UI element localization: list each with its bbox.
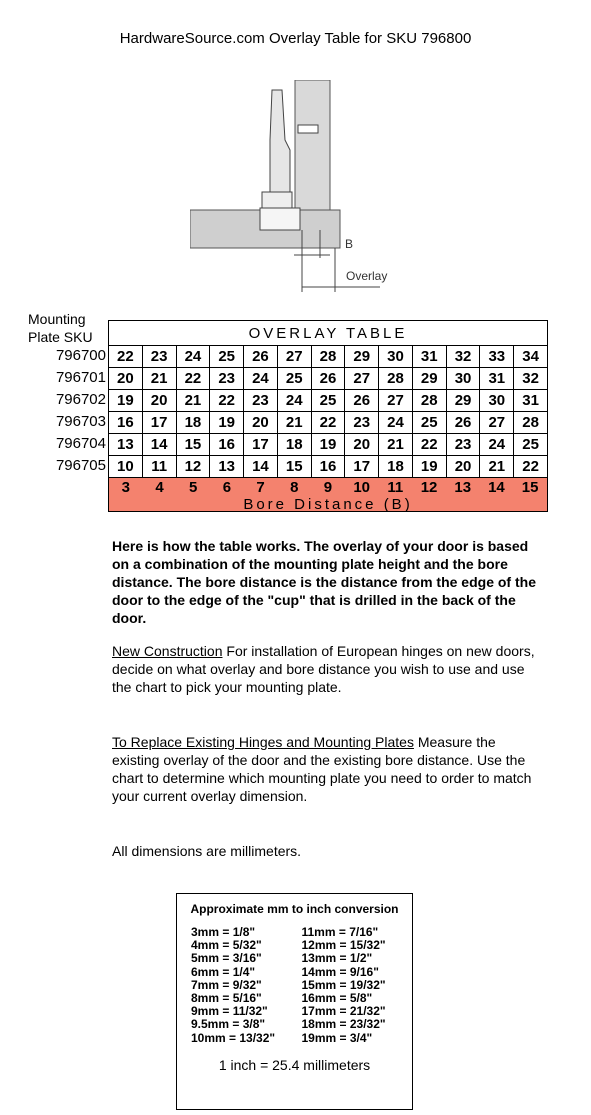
conversion-item: 12mm = 15/32" — [301, 938, 386, 953]
table-cell: 14 — [244, 456, 278, 478]
table-cell: 22 — [514, 456, 548, 478]
table-cell: 24 — [277, 390, 311, 412]
table-cell: 27 — [480, 412, 514, 434]
table-cell: 23 — [210, 368, 244, 390]
conversion-item: 19mm = 3/4" — [301, 1030, 373, 1045]
table-cell: 18 — [277, 434, 311, 456]
conversion-left-column — [191, 926, 302, 1045]
bore-value: 6 — [222, 479, 232, 496]
conversion-title: Approximate mm to inch conversion — [190, 902, 399, 916]
table-cell: 29 — [446, 390, 480, 412]
table-cell: 25 — [311, 390, 345, 412]
table-cell: 22 — [412, 434, 446, 456]
conversion-right-column — [302, 926, 413, 1045]
replace-paragraph: To Replace Existing Hinges and Mounting Plates Measure the existing overlay of the door and the existing bore distance. Use the chart to determine which mounting plate you need to order to match your current overlay dimension. — [112, 734, 532, 804]
bore-distance-row — [108, 477, 548, 512]
table-cell: 33 — [480, 346, 514, 368]
bore-value: 11 — [387, 479, 404, 496]
table-row — [109, 346, 548, 368]
bore-value: 15 — [521, 479, 539, 496]
table-cell: 21 — [480, 456, 514, 478]
conversion-item: 16mm = 5/8" — [301, 990, 373, 1005]
table-row — [109, 456, 548, 478]
bore-value: 9 — [323, 479, 333, 496]
table-cell: 16 — [109, 412, 143, 434]
table-cell: 23 — [446, 434, 480, 456]
table-cell: 31 — [514, 390, 548, 412]
table-cell: 11 — [142, 456, 176, 478]
table-cell: 24 — [244, 368, 278, 390]
conversion-item: 17mm = 21/32" — [301, 1004, 386, 1019]
table-row — [109, 390, 548, 412]
table-caption: OVERLAY TABLE — [109, 321, 548, 346]
conversion-item: 9.5mm = 3/8" — [191, 1017, 266, 1032]
table-cell: 31 — [412, 346, 446, 368]
conversion-item: 3mm = 1/8" — [191, 925, 256, 939]
dimensions-note: All dimensions are millimeters. — [112, 843, 302, 859]
table-cell: 29 — [412, 368, 446, 390]
table-cell: 15 — [277, 456, 311, 478]
table-cell: 34 — [514, 346, 548, 368]
sku-796701: 796701 — [55, 369, 106, 386]
table-cell: 15 — [176, 434, 210, 456]
bore-value: 7 — [256, 479, 265, 496]
table-cell: 30 — [446, 368, 480, 390]
conversion-item: 9mm = 11/32" — [191, 1004, 268, 1019]
table-cell: 13 — [210, 456, 244, 478]
new-construction-paragraph: New Construction For installation of European hinges on new doors, decide on what overlay and bore distance you wish to use and use the chart to pick your mounting plate. — [112, 643, 535, 695]
table-cell: 20 — [446, 456, 480, 478]
sku-796705: 796705 — [55, 457, 106, 474]
sku-796702: 796702 — [55, 391, 106, 408]
bore-value: 10 — [353, 479, 370, 496]
table-cell: 26 — [446, 412, 480, 434]
conversion-item: 15mm = 19/32" — [301, 977, 386, 992]
hinge-diagram — [190, 80, 430, 295]
table-cell: 28 — [412, 390, 446, 412]
table-cell: 21 — [379, 434, 413, 456]
table-cell: 24 — [480, 434, 514, 456]
table-cell: 19 — [210, 412, 244, 434]
table-cell: 12 — [176, 456, 210, 478]
bore-value: 3 — [121, 479, 131, 496]
table-cell: 19 — [311, 434, 345, 456]
table-cell: 22 — [311, 412, 345, 434]
table-cell: 10 — [109, 456, 143, 478]
conversion-item: 14mm = 9/16" — [301, 964, 379, 979]
bore-distance-caption: Bore Distance (B) — [243, 496, 413, 513]
table-cell: 17 — [244, 434, 278, 456]
table-cell: 28 — [311, 346, 345, 368]
table-cell: 18 — [176, 412, 210, 434]
conversion-box — [176, 893, 413, 1110]
label-overlay: Overlay — [346, 269, 388, 283]
sku-796704: 796704 — [55, 435, 106, 452]
table-cell: 21 — [176, 390, 210, 412]
table-cell: 28 — [379, 368, 413, 390]
conversion-item: 5mm = 3/16" — [191, 951, 262, 966]
table-cell: 20 — [142, 390, 176, 412]
table-cell: 19 — [412, 456, 446, 478]
table-cell: 22 — [109, 346, 143, 368]
table-row — [109, 368, 548, 390]
table-cell: 24 — [176, 346, 210, 368]
table-cell: 20 — [109, 368, 143, 390]
table-cell: 27 — [379, 390, 413, 412]
table-cell: 14 — [142, 434, 176, 456]
new-construction-heading: New Construction — [112, 643, 223, 659]
table-row — [109, 434, 548, 456]
table-cell: 17 — [345, 456, 379, 478]
table-cell: 13 — [109, 434, 143, 456]
table-cell: 19 — [109, 390, 143, 412]
conversion-item: 8mm = 5/16" — [191, 990, 262, 1005]
table-cell: 27 — [277, 346, 311, 368]
bore-value: 4 — [155, 479, 164, 496]
table-cell: 28 — [514, 412, 548, 434]
conversion-item: 6mm = 1/4" — [191, 964, 256, 979]
table-cell: 25 — [210, 346, 244, 368]
table-cell: 23 — [244, 390, 278, 412]
conversion-footer: 1 inch = 25.4 millimeters — [218, 1056, 371, 1073]
sku-796700: 796700 — [55, 347, 106, 364]
table-cell: 21 — [142, 368, 176, 390]
page-title: HardwareSource.com Overlay Table for SKU 796800 — [119, 30, 472, 47]
table-cell: 26 — [345, 390, 379, 412]
table-cell: 22 — [210, 390, 244, 412]
conversion-item: 4mm = 5/32" — [191, 938, 262, 953]
mounting-plate-label: Mounting Plate SKU — [28, 311, 93, 345]
table-cell: 16 — [311, 456, 345, 478]
table-cell: 29 — [345, 346, 379, 368]
table-cell: 16 — [210, 434, 244, 456]
table-cell: 20 — [345, 434, 379, 456]
bore-value: 8 — [290, 479, 299, 496]
bore-value: 13 — [454, 479, 472, 496]
table-cell: 22 — [176, 368, 210, 390]
label-b: B — [345, 237, 354, 251]
bore-value: 5 — [189, 479, 198, 496]
table-cell: 32 — [514, 368, 548, 390]
sku-796703: 796703 — [55, 413, 106, 430]
table-cell: 23 — [345, 412, 379, 434]
table-cell: 17 — [142, 412, 176, 434]
table-cell: 31 — [480, 368, 514, 390]
table-cell: 21 — [277, 412, 311, 434]
table-cell: 27 — [345, 368, 379, 390]
conversion-item: 13mm = 1/2" — [301, 951, 373, 966]
table-cell: 24 — [379, 412, 413, 434]
table-row — [109, 412, 548, 434]
table-cell: 18 — [379, 456, 413, 478]
sku-column — [46, 345, 106, 477]
table-cell: 25 — [412, 412, 446, 434]
replace-heading: To Replace Existing Hinges and Mounting Plates — [112, 734, 414, 750]
table-cell: 20 — [244, 412, 278, 434]
table-cell: 26 — [244, 346, 278, 368]
table-cell: 25 — [514, 434, 548, 456]
bore-value: 14 — [488, 479, 505, 496]
conversion-item: 7mm = 9/32" — [191, 977, 262, 992]
explanation-paragraph: Here is how the table works. The overlay of your door is based on a combination of the mounting plate height and the bore distance. The bore distance is the distance from the edge of the door to the edge of the "cup" that is drilled in the back of the door. — [112, 538, 536, 626]
table-cell: 26 — [311, 368, 345, 390]
conversion-item: 10mm = 13/32" — [191, 1030, 276, 1045]
bore-value: 12 — [420, 479, 438, 496]
conversion-item: 18mm = 23/32" — [301, 1017, 386, 1032]
overlay-table — [108, 320, 548, 478]
table-cell: 32 — [446, 346, 480, 368]
table-cell: 30 — [480, 390, 514, 412]
table-cell: 30 — [379, 346, 413, 368]
conversion-item: 11mm = 7/16" — [301, 925, 379, 939]
table-cell: 25 — [277, 368, 311, 390]
table-cell: 23 — [142, 346, 176, 368]
